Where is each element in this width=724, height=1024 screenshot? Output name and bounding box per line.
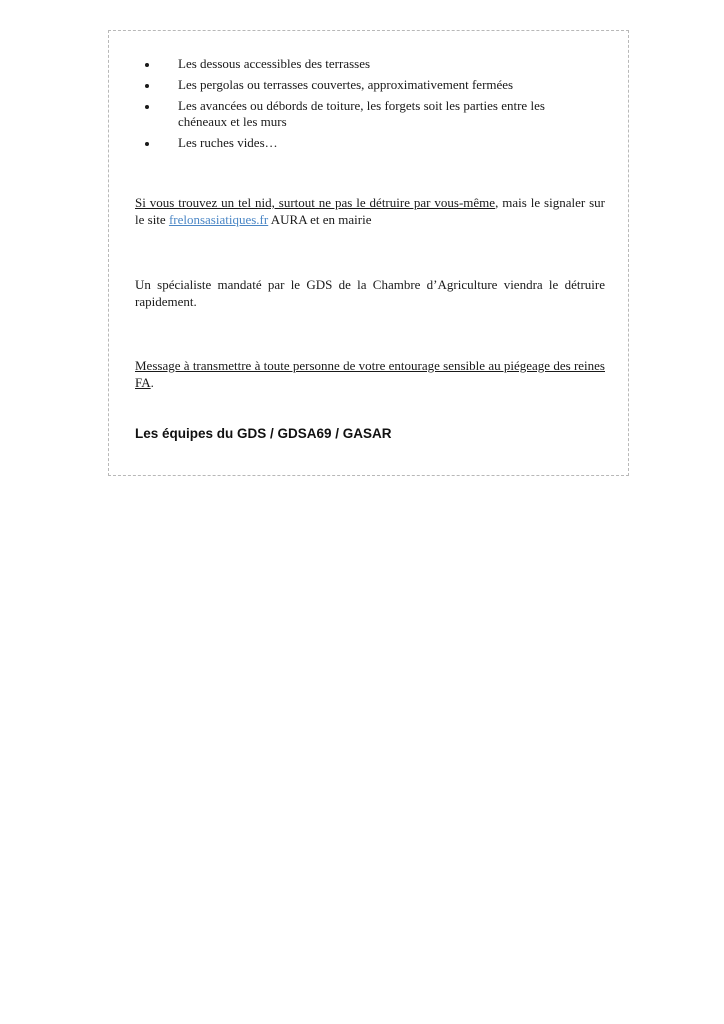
bullet-icon	[145, 105, 149, 109]
bullet-icon	[145, 63, 149, 67]
list-item	[140, 77, 580, 93]
list-item	[140, 135, 580, 151]
transmit-underlined-text: Message à transmettre à toute personne de votre entourage sensible au piégeage des reines FA	[135, 358, 605, 390]
signature: Les équipes du GDS / GDSA69 / GASAR	[135, 426, 392, 441]
list-item-text: Les ruches vides…	[178, 135, 278, 150]
bullet-icon	[145, 84, 149, 88]
list-item-text: Les pergolas ou terrasses couvertes, approximativement fermées	[178, 77, 514, 92]
bullet-icon	[145, 142, 149, 146]
list-item-text: Les avancées ou débords de toiture, les forgets soit les parties entre les chéneaux et les murs	[178, 98, 545, 129]
warning-underlined-text: Si vous trouvez un tel nid, surtout ne pas le détruire par vous-même	[135, 195, 496, 210]
transmit-end-text: .	[150, 375, 154, 390]
warning-middle-text: , mais le signaler sur le site	[135, 195, 605, 227]
warning-end-text: AURA et en mairie	[268, 212, 372, 227]
list-item	[140, 98, 580, 130]
warning-paragraph	[135, 194, 605, 228]
list-item	[140, 56, 580, 72]
specialist-paragraph: Un spécialiste mandaté par le GDS de la Chambre d’Agriculture viendra le détruire rapidement.	[135, 277, 605, 309]
transmit-paragraph	[135, 357, 605, 391]
website-link[interactable]: frelonsasiatiques.fr	[168, 212, 269, 227]
location-list	[140, 56, 580, 156]
list-item-text: Les dessous accessibles des terrasses	[178, 56, 371, 71]
